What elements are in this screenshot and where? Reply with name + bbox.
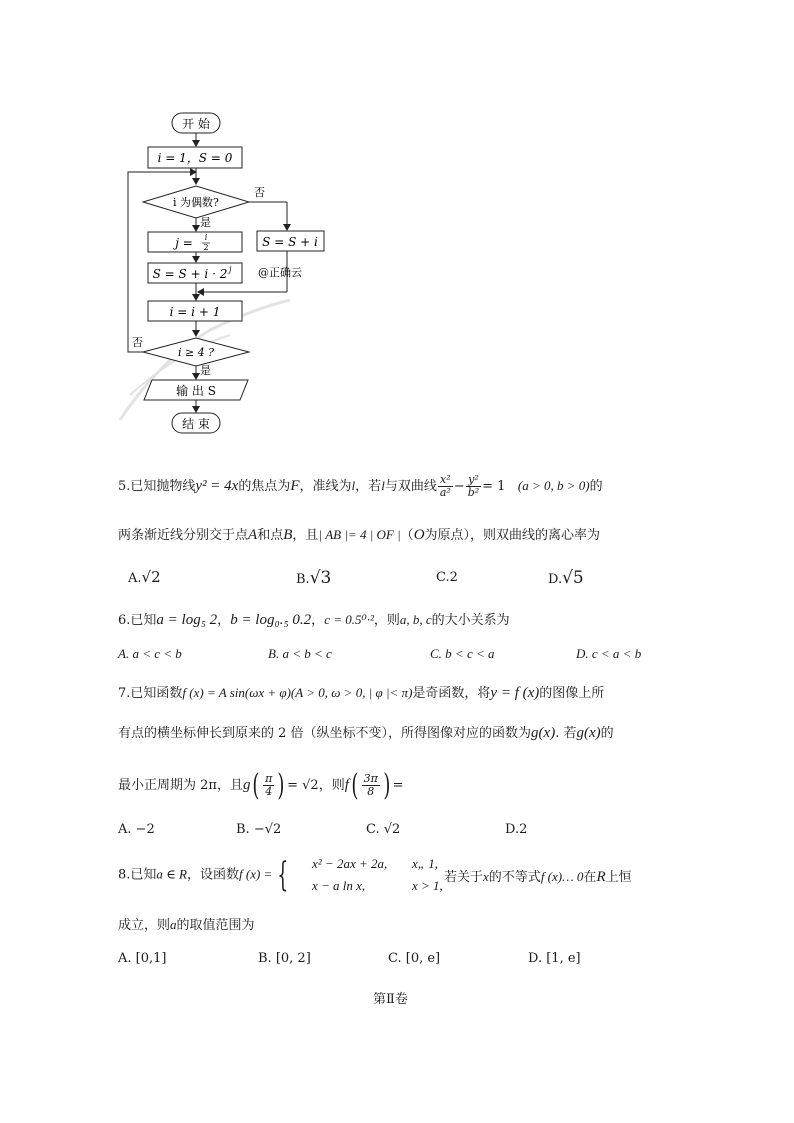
- q7-g3: g: [242, 777, 251, 793]
- q5-option-a-value: √2: [141, 568, 161, 586]
- q6-def-b: b = log₀.₅ 0.2: [230, 612, 312, 628]
- update-odd-label: S = S + i: [262, 235, 318, 249]
- q8-fx: f (x) =: [239, 866, 273, 882]
- q7-line3: 最小正周期为 2π，且: [118, 778, 243, 793]
- even-check-label: i 为偶数?: [173, 196, 219, 209]
- q6-intro: 6.已知: [118, 613, 157, 628]
- q7-frac-3pi8: $\frac{3\pi}{8}$: [363, 772, 378, 798]
- start-label: 开 始: [182, 117, 210, 131]
- q5-line2-d: （: [400, 528, 414, 543]
- even-no-label: 否: [254, 186, 265, 199]
- q5-A: A: [248, 527, 258, 543]
- q5-frac-x: $\frac{\text{x²}}{\text{a²}}$: [439, 473, 451, 499]
- q5-l: l: [351, 478, 356, 493]
- q6-vars: a, b, c: [399, 612, 432, 627]
- q8-line2a: 成立，则: [118, 918, 171, 933]
- q7-g2: g(x): [576, 725, 601, 741]
- q8-option-c: C. [0, e]: [388, 951, 441, 966]
- loop-no-label: 否: [132, 336, 143, 349]
- q8-set-fn: ，设函数: [186, 867, 239, 883]
- svg-text:j: j: [229, 265, 232, 274]
- init-label: i = 1，S = 0: [157, 151, 233, 165]
- q8-a-in-r: a ∈ R: [156, 866, 187, 882]
- q6-def-a: a = log₅ 2: [156, 612, 218, 628]
- q7-eq: = √2: [287, 778, 319, 793]
- q8-a: a: [170, 917, 177, 932]
- q5-text-of: 的: [589, 479, 603, 494]
- q5-text-focus: 的焦点为: [238, 479, 291, 494]
- q5-relation: | AB |= 4 | OF |: [318, 527, 401, 542]
- q8-intro: 8.已知: [118, 867, 157, 883]
- q8-case2: x − a ln x,: [312, 878, 366, 893]
- svg-text:i: i: [204, 233, 208, 242]
- q5-parabola: y² = 4x: [195, 478, 239, 494]
- q7-option-c: C. √2: [366, 822, 401, 837]
- increment-label: i = i + 1: [169, 305, 221, 319]
- q6-sep2: ，: [311, 613, 325, 628]
- q7-line2: 有点的横坐标伸长到原来的 2 倍（纵坐标不变），所得图像对应的函数为: [118, 726, 532, 741]
- q5-line2-b: 和点: [257, 528, 284, 543]
- q5-O: O: [413, 527, 425, 543]
- assign-j-box: [148, 232, 242, 252]
- q6-then: ，则: [373, 613, 400, 628]
- q7-option-d: D.2: [505, 822, 528, 837]
- q5-frac-y: $\frac{\text{y²}}{\text{b²}}$: [467, 473, 480, 499]
- q5-option-a: A.: [128, 571, 142, 586]
- output-label: 输 出 S: [176, 384, 216, 398]
- section-title: 第Ⅱ卷: [373, 992, 408, 1007]
- q5-option-d-value: √5: [562, 568, 584, 588]
- q5-option-c: C.2: [436, 570, 458, 585]
- q8-always: 上恒: [605, 870, 632, 885]
- q7-graph-text: 的图像上所: [539, 686, 605, 701]
- q8-case1-cond: x„ 1,: [412, 856, 438, 871]
- q8-regarding: 若关于: [444, 870, 484, 885]
- loop-check-label: i ≥ 4 ?: [177, 346, 215, 359]
- q5-line2-c: ，且: [292, 528, 319, 543]
- q5-B: B: [283, 527, 293, 543]
- q6-option-c: C. b < c < a: [430, 646, 495, 661]
- flowchart: [0, 0, 794, 450]
- svg-text:2: 2: [203, 243, 209, 252]
- q5-F: F: [290, 478, 300, 494]
- q7-option-a: A. −2: [118, 822, 155, 837]
- watermark-text: @正确云: [258, 266, 302, 279]
- even-yes-label: 是: [200, 216, 211, 229]
- q5-text-hyperbola: 与双曲线: [384, 479, 437, 494]
- q8-option-d: D. [1, e]: [528, 951, 581, 966]
- q5-option-b-value: √3: [309, 568, 332, 588]
- q8-option-b: B. [0, 2]: [258, 951, 311, 966]
- q7-odd-text: 是奇函数，将: [412, 686, 491, 701]
- q7-frac-pi4: $\frac{\pi}{4}$: [265, 772, 273, 798]
- q8-case1: x² − 2ax + 2a,: [312, 856, 388, 871]
- q8-R: R: [596, 869, 606, 885]
- q7-f2: f: [344, 777, 349, 793]
- q5-intro: 5.已知抛物线: [118, 479, 196, 494]
- q7-line2b: . 若: [555, 726, 577, 741]
- q8-x: x: [483, 869, 489, 884]
- q6-relation-text: 的大小关系为: [431, 613, 510, 628]
- q5-condition: (a > 0, b > 0): [517, 478, 590, 493]
- q7-option-b: B. −√2: [236, 822, 282, 837]
- q8-ineq: f (x)… 0: [540, 869, 584, 884]
- q8-case2-cond: x > 1,: [412, 878, 443, 893]
- q5-option-b: B.: [296, 572, 310, 587]
- q5-minus: −: [453, 479, 465, 494]
- q7-line3b: ，则: [318, 778, 345, 793]
- q8-on: 在: [583, 870, 597, 885]
- q6-def-c: c = 0.5⁰·²: [324, 612, 374, 627]
- q5-text-directrix: ，准线为: [299, 479, 352, 494]
- q7-g1: g(x): [531, 725, 556, 741]
- assign-j-label: j =: [175, 236, 193, 250]
- loop-yes-label: 是: [200, 364, 211, 377]
- q8-option-a: A. [0,1]: [118, 951, 167, 966]
- update-even-label: S = S + i · 2: [152, 267, 228, 281]
- q7-function: f (x) = A sin(ωx + φ)(A > 0, ω > 0, | φ |< π): [182, 685, 413, 700]
- q5-option-d: D.: [548, 572, 563, 587]
- q8-line2b: 的取值范围为: [176, 918, 255, 933]
- q7-line2c: 的: [600, 726, 614, 741]
- q6-sep1: ，: [217, 613, 231, 628]
- q7-intro: 7.已知函数: [118, 686, 183, 701]
- end-label: 结 束: [182, 417, 210, 431]
- q6-option-d: D. c < a < b: [576, 646, 642, 661]
- q6-option-b: B. a < b < c: [268, 646, 332, 661]
- q5-text-if: ，若: [355, 479, 382, 494]
- q7-y: y = f (x): [490, 685, 540, 701]
- q5-line2-e: 为原点），则双曲线的离心率为: [424, 528, 601, 543]
- q5-eq: = 1: [482, 479, 506, 494]
- q5-line2-a: 两条渐近线分别交于点: [118, 528, 249, 543]
- q7-eq2: =: [392, 778, 404, 793]
- q5-l2: l: [381, 478, 385, 493]
- q8-ineq-text: 的不等式: [488, 870, 541, 885]
- q6-option-a: A. a < c < b: [118, 646, 182, 661]
